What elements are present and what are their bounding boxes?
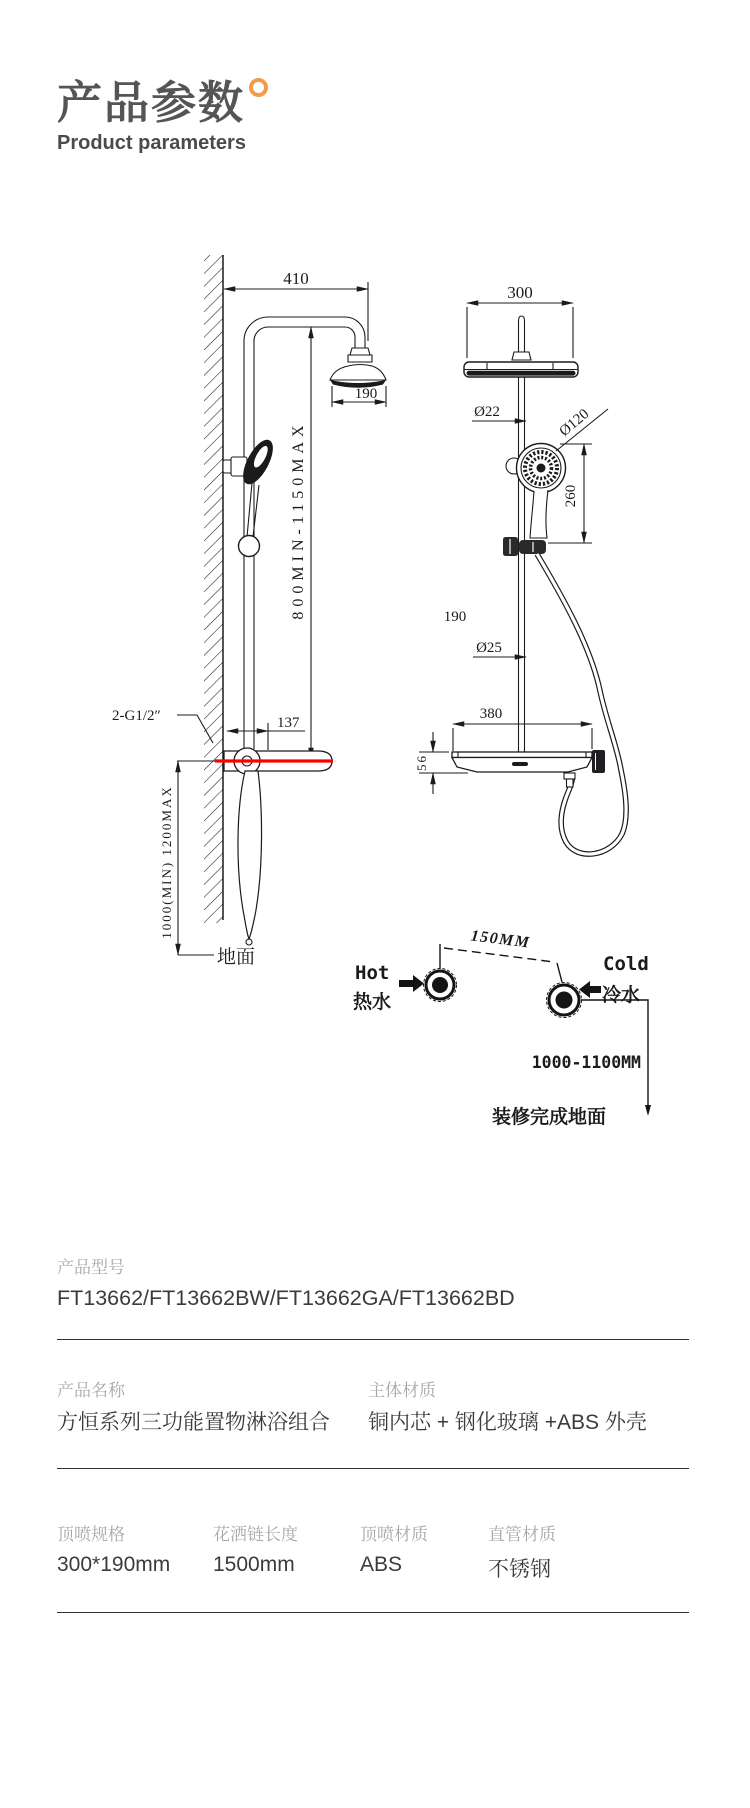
svg-text:380: 380 xyxy=(479,706,503,722)
spec-value-name: 方恒系列三功能置物淋浴组合 xyxy=(57,1411,330,1434)
spec-label-name: 产品名称 xyxy=(57,1381,125,1400)
svg-text:800MIN-1150MAX: 800MIN-1150MAX xyxy=(290,420,307,620)
finished-floor-label: 装修完成地面 xyxy=(492,1106,607,1128)
divider xyxy=(57,1339,689,1340)
accent-ring-icon xyxy=(249,78,268,97)
hot-label-en: Hot xyxy=(355,962,390,984)
spec-label-pipe-material: 直管材质 xyxy=(488,1525,556,1544)
svg-text:2-G1/2″: 2-G1/2″ xyxy=(112,708,161,724)
svg-text:Ø22: Ø22 xyxy=(474,404,500,420)
shower-hose xyxy=(537,554,626,854)
thread-callout xyxy=(112,708,213,743)
svg-text:150MM: 150MM xyxy=(469,927,532,952)
left-view-drawing xyxy=(112,255,386,968)
spec-value-material: 铜内芯 + 钢化玻璃 +ABS 外壳 xyxy=(368,1411,647,1434)
dim-pipe-22 xyxy=(472,404,526,421)
divider xyxy=(57,1468,689,1469)
svg-text:300: 300 xyxy=(507,283,533,302)
svg-text:Ø25: Ø25 xyxy=(476,640,502,656)
rain-shower-head-side xyxy=(330,348,386,388)
wall-hatch xyxy=(204,255,223,923)
cold-arrow-icon xyxy=(579,981,601,998)
cold-label-zh: 冷水 xyxy=(602,984,641,1006)
hanging-hand-shower xyxy=(238,771,262,945)
installation-diagram xyxy=(353,927,651,1128)
dim-410 xyxy=(224,269,368,341)
dim-floor-1000-1100 xyxy=(492,1000,651,1128)
spec-label-hose-length: 花洒链长度 xyxy=(213,1525,298,1544)
spec-label-head-size: 顶喷规格 xyxy=(57,1525,125,1544)
spec-label-material: 主体材质 xyxy=(368,1381,436,1400)
spec-value-head-size: 300*190mm xyxy=(57,1553,171,1576)
svg-text:190: 190 xyxy=(354,386,378,402)
label-190: 190 xyxy=(443,609,467,625)
dim-190-head xyxy=(332,386,386,407)
dim-380 xyxy=(453,706,592,751)
svg-text:410: 410 xyxy=(283,269,309,288)
page-subtitle: Product parameters xyxy=(57,132,246,154)
hot-water-inlet xyxy=(424,969,457,1002)
svg-text:260: 260 xyxy=(563,484,579,508)
spec-label-model: 产品型号 xyxy=(57,1258,125,1277)
svg-text:1000(MIN) 1200MAX: 1000(MIN) 1200MAX xyxy=(159,785,174,939)
svg-text:137: 137 xyxy=(277,715,300,731)
spec-value-head-material: ABS xyxy=(360,1553,403,1576)
page-title: 产品参数 xyxy=(57,77,246,128)
spec-value-model: FT13662/FT13662BW/FT13662GA/FT13662BD xyxy=(57,1286,515,1310)
dim-137 xyxy=(227,715,305,750)
riser-pipe-front xyxy=(519,377,525,752)
spec-value-pipe-material: 不锈钢 xyxy=(488,1558,551,1581)
hot-label-zh: 热水 xyxy=(353,991,392,1013)
spec-value-hose-length: 1500mm xyxy=(213,1553,295,1576)
front-view-drawing xyxy=(414,283,626,854)
rain-shower-head-front xyxy=(464,316,578,377)
cold-water-inlet xyxy=(547,983,582,1018)
valve-body-side xyxy=(177,748,333,774)
hot-arrow-icon xyxy=(399,975,424,992)
spec-label-head-material: 顶喷材质 xyxy=(360,1525,428,1544)
hand-shower-front xyxy=(506,444,566,539)
svg-text:1000-1100MM: 1000-1100MM xyxy=(531,1053,641,1072)
dim-riser-height xyxy=(290,327,311,759)
technical-drawing xyxy=(0,210,750,1150)
storage-shelf xyxy=(452,750,605,787)
hand-shower-holder-side xyxy=(223,436,278,556)
cold-label-en: Cold xyxy=(603,953,649,975)
dim-150mm xyxy=(440,927,562,982)
floor-label: 地面 xyxy=(217,946,256,968)
svg-text:Ø120: Ø120 xyxy=(556,406,593,440)
svg-text:56: 56 xyxy=(414,754,429,771)
divider xyxy=(57,1612,689,1613)
